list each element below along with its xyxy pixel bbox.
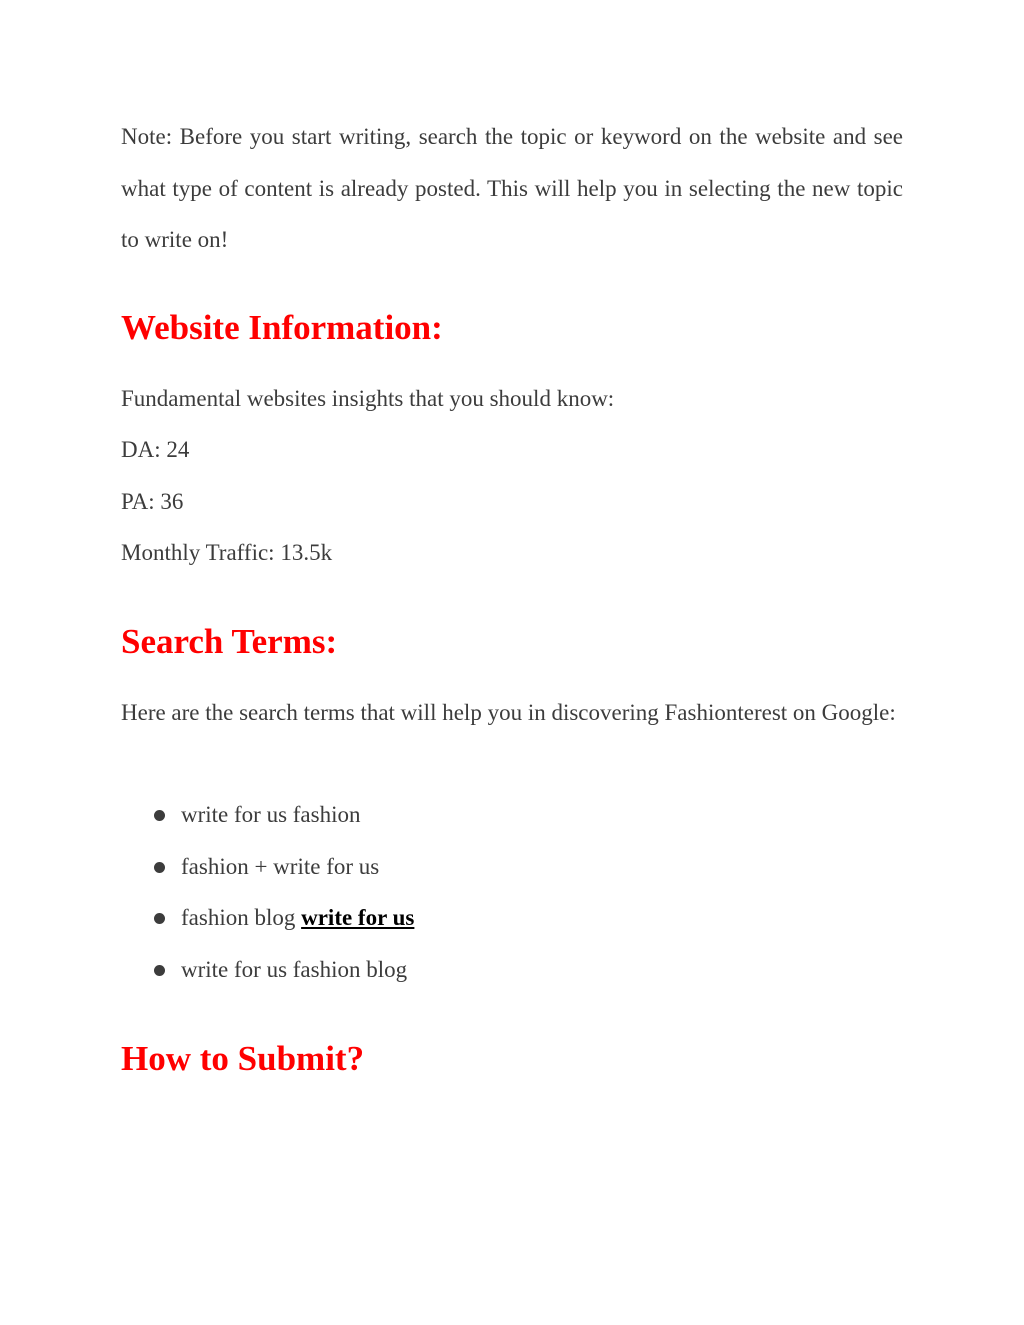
bullet-icon	[154, 862, 165, 873]
website-insights-intro: Fundamental websites insights that you should know:	[121, 386, 615, 411]
list-item	[121, 955, 414, 1007]
bullet-icon	[154, 913, 165, 924]
list-item	[121, 903, 414, 955]
list-item	[121, 800, 414, 852]
bullet-icon	[154, 965, 165, 976]
list-item-text: write for us fashion	[181, 802, 361, 827]
domain-authority: DA: 24	[121, 437, 190, 462]
list-item	[121, 852, 414, 904]
search-terms-list	[121, 800, 414, 1006]
write-for-us-link[interactable]: write for us	[301, 905, 415, 930]
website-information-heading: Website Information:	[121, 308, 443, 347]
bullet-icon	[154, 810, 165, 821]
monthly-traffic: Monthly Traffic: 13.5k	[121, 540, 333, 565]
note-paragraph: Note: Before you start writing, search the topic or keyword on the website and see what type of content is already posted. This will help you in selecting the new topic to write on!	[121, 124, 903, 252]
page-authority: PA: 36	[121, 489, 184, 514]
list-item-text: write for us fashion blog	[181, 956, 408, 982]
list-item-text: fashion + write for us	[181, 853, 380, 879]
how-to-submit-heading: How to Submit?	[121, 1039, 365, 1078]
list-item-text: fashion blog	[181, 905, 302, 930]
search-terms-heading: Search Terms:	[121, 622, 338, 661]
search-terms-intro: Here are the search terms that will help you in discovering Fashionterest on Google:	[121, 700, 896, 725]
